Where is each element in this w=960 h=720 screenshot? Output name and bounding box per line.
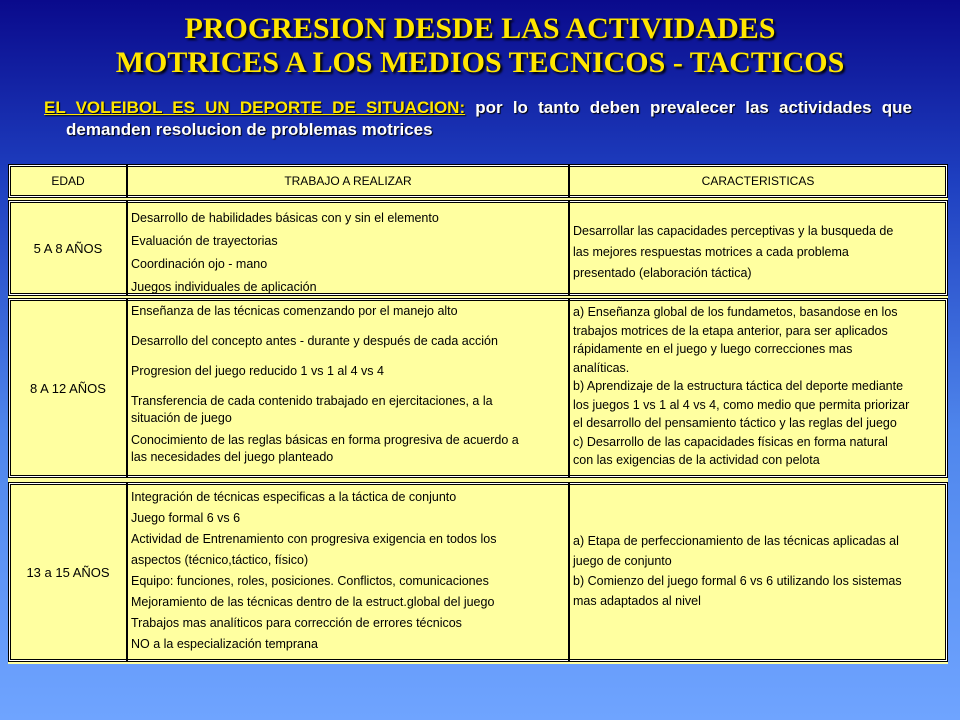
slide-title — [0, 12, 960, 80]
row-age: 13 a 15 AÑOS — [26, 564, 110, 580]
list-item: Enseñanza de las técnicas comenzando por el manejo alto — [131, 304, 458, 318]
list-item: Transferencia de cada contenido trabajado en ejercitaciones, a la — [131, 394, 493, 408]
list-item: los juegos 1 vs 1 al 4 vs 4, como medio que permita priorizar — [573, 397, 910, 412]
row-caracteristicas — [569, 217, 947, 293]
row-trabajo — [127, 299, 569, 477]
list-item: b) Comienzo del juego formal 6 vs 6 utilizando los sistemas — [573, 574, 902, 588]
subtitle-lead: EL VOLEIBOL ES UN DEPORTE DE SITUACION: — [44, 98, 466, 117]
row-caracteristicas — [569, 299, 947, 477]
list-item: situación de juego — [131, 411, 232, 425]
table-row — [8, 200, 948, 296]
list-item: Mejoramiento de las técnicas dentro de la estruct.global del juego — [131, 595, 495, 609]
list-item: a) Enseñanza global de los fundametos, basandose en los — [573, 305, 898, 319]
list-item: Juego formal 6 vs 6 — [131, 511, 241, 525]
list-item: el desarrollo del pensamiento táctico y las reglas del juego — [573, 416, 897, 430]
list-item: las mejores respuestas motrices a cada problema — [573, 245, 849, 259]
header-edad: EDAD — [51, 174, 85, 188]
list-item: Juegos individuales de aplicación — [131, 280, 317, 294]
table-row — [8, 298, 948, 478]
title-line-2: MOTRICES A LOS MEDIOS TECNICOS - TACTICOS — [115, 46, 845, 79]
list-item: aspectos (técnico,táctico, físico) — [131, 553, 309, 567]
list-item: Integración de técnicas especificas a la táctica de conjunto — [131, 490, 457, 504]
subtitle-rest: por lo tanto deben prevalecer las actividades que demanden resolucion de problemas motrices — [66, 98, 912, 139]
list-item: Desarrollo de habilidades básicas con y sin el elemento — [131, 211, 439, 225]
table-header — [8, 164, 948, 198]
row-age: 8 A 12 AÑOS — [30, 380, 106, 396]
table-row — [8, 482, 948, 662]
list-item: rápidamente en el juego y luego correcciones mas — [573, 342, 853, 356]
list-item: juego de conjunto — [573, 554, 672, 568]
list-item: Progresion del juego reducido 1 vs 1 al 4 vs 4 — [131, 364, 384, 378]
list-item: mas adaptados al nivel — [573, 594, 701, 608]
list-item: las necesidades del juego planteado — [131, 450, 334, 464]
list-item: Trabajos mas analíticos para corrección de errores técnicos — [131, 616, 462, 630]
list-item: Conocimiento de las reglas básicas en forma progresiva de acuerdo a — [131, 433, 519, 447]
header-caracteristicas: CARACTERISTICAS — [701, 174, 815, 188]
list-item: Desarrollo del concepto antes - durante y después de cada acción — [131, 334, 498, 348]
list-item: c) Desarrollo de las capacidades físicas en forma natural — [573, 434, 888, 449]
list-item: con las exigencias de la actividad con pelota — [573, 453, 820, 467]
list-item: Evaluación de trayectorias — [131, 234, 278, 248]
row-age: 5 A 8 AÑOS — [33, 240, 103, 256]
row-caracteristicas — [569, 527, 947, 657]
list-item: presentado (elaboración táctica) — [573, 266, 752, 280]
list-item: Equipo: funciones, roles, posiciones. Conflictos, comunicaciones — [131, 574, 489, 588]
list-item: b) Aprendizaje de la estructura táctica del deporte mediante — [573, 379, 904, 393]
slide-subtitle — [44, 97, 912, 141]
list-item: Desarrollar las capacidades perceptivas y la busqueda de — [573, 224, 894, 238]
list-item: Actividad de Entrenamiento con progresiva exigencia en todos los — [131, 532, 497, 546]
title-line-1: PROGRESION DESDE LAS ACTIVIDADES — [184, 12, 776, 45]
progression-table — [8, 164, 948, 664]
list-item: Coordinación ojo - mano — [131, 257, 268, 271]
list-item: a) Etapa de perfeccionamiento de las técnicas aplicadas al — [573, 534, 899, 548]
header-trabajo: TRABAJO A REALIZAR — [284, 174, 412, 188]
list-item: NO a la especialización temprana — [131, 637, 318, 651]
list-item: analíticas. — [573, 360, 630, 375]
row-trabajo — [127, 483, 569, 661]
list-item: trabajos motrices de la etapa anterior, para ser aplicados — [573, 323, 888, 338]
row-trabajo — [127, 203, 569, 295]
